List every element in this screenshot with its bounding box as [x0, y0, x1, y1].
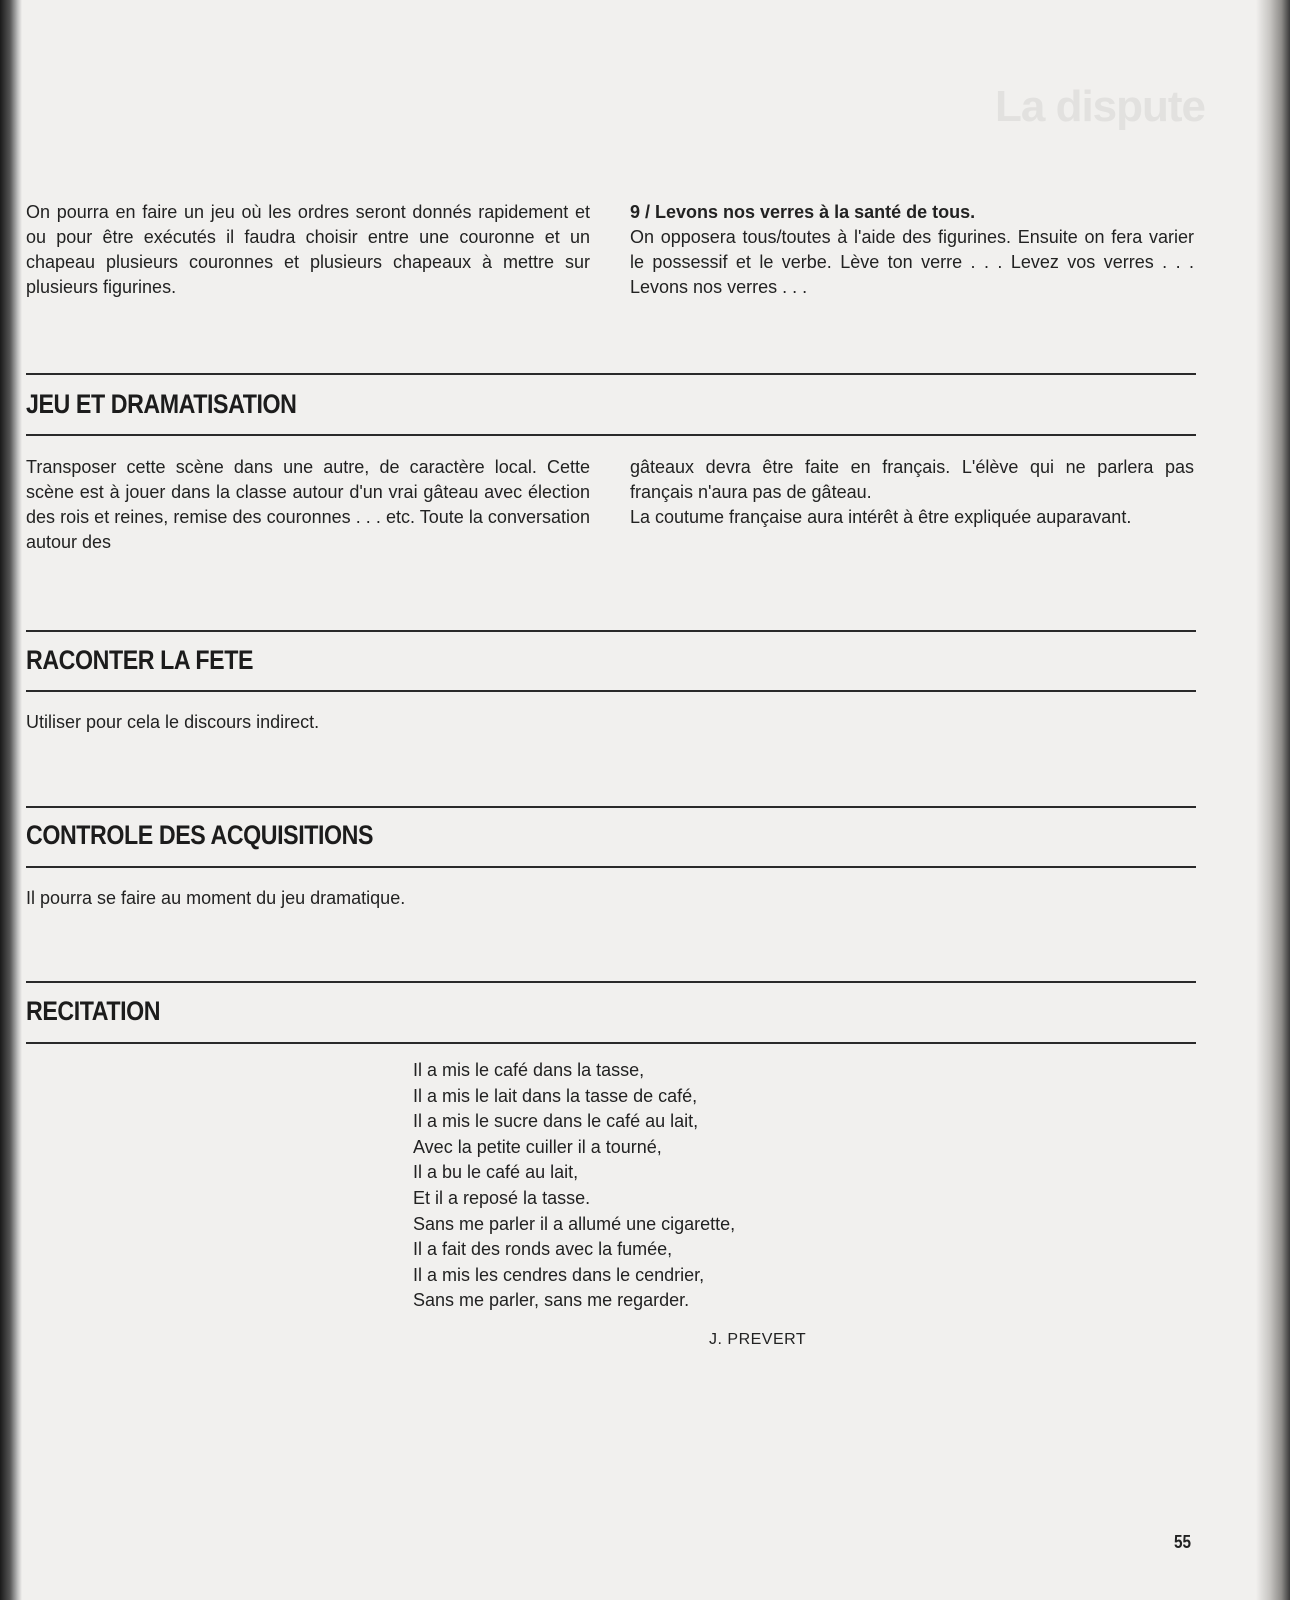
book-spine-shadow [0, 0, 22, 1600]
item-9 [630, 200, 1194, 300]
section-rule-top [26, 981, 1196, 983]
section-title-recitation: RECITATION [26, 996, 161, 1026]
poem-line: Il a mis les cendres dans le cendrier, [413, 1264, 705, 1285]
poem-line: Il a fait des ronds avec la fumée, [413, 1239, 673, 1260]
section-rule-top [26, 806, 1196, 808]
poem-line: Il a bu le café au lait, [413, 1162, 579, 1183]
poem-line: Il a mis le lait dans la tasse de café, [413, 1085, 698, 1106]
poem-line: Et il a reposé la tasse. [413, 1187, 591, 1208]
controle-text: Il pourra se faire au moment du jeu dramatique. [26, 888, 406, 908]
section-rule-bottom [26, 866, 1196, 868]
page-number: 55 [1174, 1532, 1192, 1552]
poem-line: Il a mis le café dans la tasse, [413, 1060, 645, 1080]
jeu-right-text: gâteaux devra être faite en français. L'élève qui ne parlera pas français n'aura pas de gâteau. La coutume française aura intérêt à être expliquée auparavant. [630, 457, 1194, 527]
section-rule-bottom [26, 1042, 1196, 1044]
raconter-text: Utiliser pour cela le discours indirect. [26, 712, 320, 732]
section-title-raconter: RACONTER LA FETE [26, 645, 254, 675]
poem-line: Sans me parler, sans me regarder. [413, 1290, 690, 1311]
poem-line: Sans me parler il a allumé une cigarette, [413, 1213, 736, 1234]
recitation-poem [413, 1058, 735, 1314]
bleed-through-title: La dispute [995, 82, 1206, 131]
jeu-left-text: Transposer cette scène dans une autre, de caractère local. Cette scène est à jouer dans la classe autour d'un vrai gâteau avec élection des rois et reines, remise des couronnes . . . etc. Toute la conversation autour des [26, 457, 590, 552]
section-rule-bottom [26, 690, 1196, 692]
section-title-jeu: JEU ET DRAMATISATION [26, 389, 297, 419]
item-9-body: On opposera tous/toutes à l'aide des figurines. Ensuite on fera varier le possessif et le verbe. Lève ton verre . . . Levez vos verres . . . Levons nos verres . . . [630, 227, 1194, 297]
page-edge-shadow [1256, 0, 1290, 1600]
section-title-controle: CONTROLE DES ACQUISITIONS [26, 820, 374, 850]
intro-paragraph: On pourra en faire un jeu où les ordres seront donnés rapidement et ou pour être exécutés il faudra choisir entre une couronne et un chapeau plusieurs couronnes et plusieurs chapeaux à mettre sur plusieurs figurines. [26, 202, 590, 297]
item-9-heading: 9 / Levons nos verres à la santé de tous. [630, 202, 976, 222]
poem-line: Avec la petite cuiller il a tourné, [413, 1136, 662, 1157]
poem-line: Il a mis le sucre dans le café au lait, [413, 1111, 699, 1132]
poem-author: J. PREVERT [709, 1331, 807, 1348]
section-rule-bottom [26, 434, 1196, 436]
section-rule-top [26, 373, 1196, 375]
section-rule-top [26, 630, 1196, 632]
